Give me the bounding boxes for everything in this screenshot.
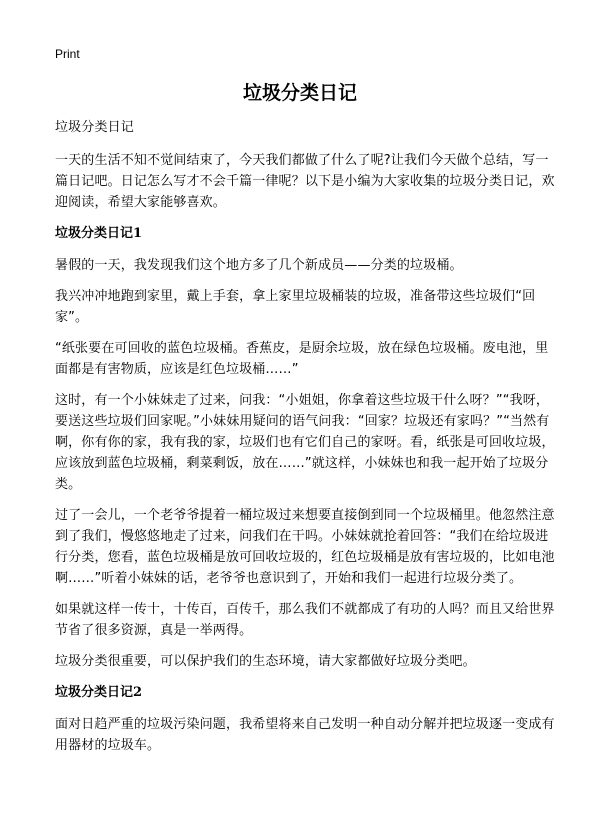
diary-section-1 bbox=[55, 223, 555, 672]
section-paragraph: 垃圾分类很重要，可以保护我们的生态环境，请大家都做好垃圾分类吧。 bbox=[55, 654, 476, 669]
document-body bbox=[55, 117, 555, 766]
diary-section-2 bbox=[55, 682, 555, 756]
section-paragraph: 面对日趋严重的垃圾污染问题，我希望将来自己发明一种自动分解并把垃圾逐一变成有用器材的垃圾车。 bbox=[55, 717, 555, 753]
section-paragraph: 我兴冲冲地跑到家里，戴上手套，拿上家里垃圾桶装的垃圾，准备带这些垃圾们“回家”。 bbox=[55, 289, 536, 325]
print-link[interactable]: Print bbox=[55, 47, 80, 61]
section-paragraph: “纸张要在可回收的蓝色垃圾桶。香蕉皮，是厨余垃圾，放在绿色垃圾桶。废电池，里面都是有害物质，应该是红色垃圾桶……” bbox=[55, 341, 549, 377]
document-subtitle: 垃圾分类日记 bbox=[55, 120, 134, 135]
intro-paragraph: 一天的生活不知不觉间结束了，今天我们都做了什么了呢?让我们今天做个总结，写一篇日记吧。日记怎么写才不会千篇一律呢？以下是小编为大家收集的垃圾分类日记，欢迎阅读，希望大家能够喜欢。 bbox=[55, 153, 555, 210]
section-paragraph: 暑假的一天，我发现我们这个地方多了几个新成员——分类的垃圾桶。 bbox=[55, 258, 463, 273]
section-heading: 垃圾分类日记1 bbox=[55, 226, 143, 241]
section-heading: 垃圾分类日记2 bbox=[55, 685, 143, 700]
page-title: 垃圾分类日记 bbox=[242, 82, 357, 104]
section-paragraph: 如果就这样一传十，十传百，百传千，那么我们不就都成了有功的人吗？而且又给世界节省了很多资源，真是一举两得。 bbox=[55, 602, 555, 638]
section-paragraph: 过了一会儿，一个老爷爷提着一桶垃圾过来想要直接倒到同一个垃圾桶里。他忽然注意到了我们，慢悠悠地走了过来，问我们在干吗。小妹妹就抢着回答：“我们在给垃圾进行分类，您看，蓝色垃圾桶是放可回收垃圾的，红色垃圾桶是放有害垃圾的，比如电池啊……”听着小妹妹的话，老爷爷也意识到了，开始和我们一起进行垃圾分类了。 bbox=[55, 508, 555, 586]
section-paragraph: 这时，有一个小妹妹走了过来，问我：“小姐姐，你拿着这些垃圾干什么呀？”“我呀，要送这些垃圾们回家呢。”小妹妹用疑问的语气问我：“回家？垃圾还有家吗？”“当然有啊，你有你的家，我有我的家，垃圾们也有它们自己的家呀。看，纸张是可回收垃圾，应该放到蓝色垃圾桶，剩菜剩饭，放在……”就这样，小妹妹也和我一起开始了垃圾分类。 bbox=[55, 393, 555, 492]
